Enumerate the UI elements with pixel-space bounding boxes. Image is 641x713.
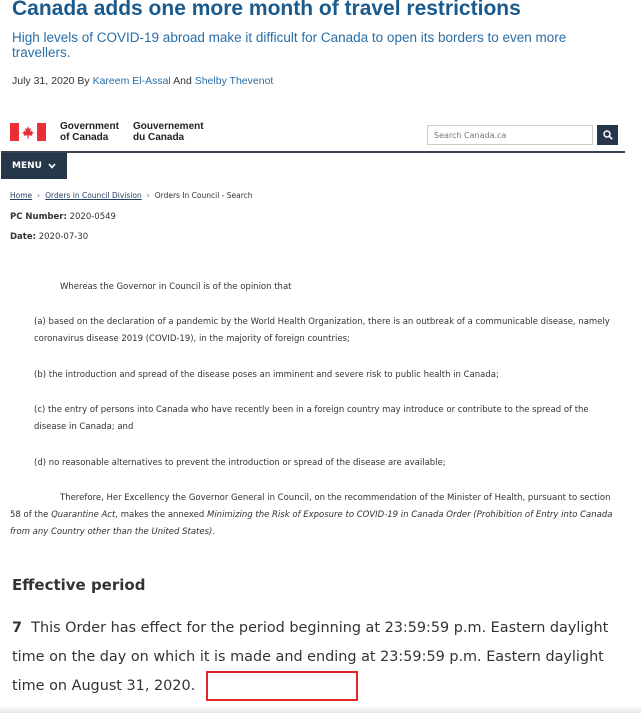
end-date: August 31, 2020 — [71, 678, 191, 694]
order-date — [10, 232, 615, 242]
canada-flag-icon — [10, 123, 46, 141]
therefore-paragraph — [10, 490, 615, 541]
menu-bar-divider — [1, 151, 625, 153]
clause-b: (b) the introduction and spread of the disease poses an imminent and severe risk to public health in Canada; — [34, 370, 499, 380]
breadcrumb — [10, 191, 615, 200]
therefore-text-2: , makes the annexed — [115, 510, 207, 520]
section-number: 7 — [12, 620, 23, 636]
quarantine-act-title: Quarantine Act — [51, 510, 116, 520]
search-canada-input[interactable] — [427, 125, 593, 145]
pc-number-value: 2020-0549 — [66, 212, 116, 222]
gov-fr-line2: du Canada — [133, 132, 185, 143]
breadcrumb-separator-icon: › — [146, 191, 150, 200]
article-title: Canada adds one more month of travel restrictions — [12, 0, 521, 20]
bottom-shadow — [0, 705, 641, 713]
end-date-highlight-box — [206, 671, 358, 701]
breadcrumb-separator-icon: › — [37, 191, 41, 200]
pc-number — [10, 212, 615, 222]
effective-period-heading: Effective period — [12, 576, 146, 594]
clause-d: (d) no reasonable alternatives to prevent the introduction or spread of the disease are available; — [34, 458, 446, 468]
order-date-value: 2020-07-30 — [36, 232, 89, 242]
government-header — [0, 113, 641, 181]
byline-date: July 31, 2020 By — [12, 75, 93, 87]
byline-and: And — [170, 75, 195, 87]
byline — [12, 75, 273, 87]
gov-en-line2: of Canada — [60, 132, 109, 143]
gov-fr-line1: Gouvernement — [133, 121, 204, 132]
search-icon — [603, 130, 613, 140]
menu-button[interactable] — [1, 153, 67, 179]
clause-a: (a) based on the declaration of a pandemic by the World Health Organization, there is an outbreak of a communicable disease, namely coronavirus disease 2019 (COVID-19), in the majority of foreign countries; — [34, 317, 610, 344]
effective-text-1: This Order has effect for the period beginning at 23:59:59 p.m. Eastern daylight time on the day on which it is made and ending at 23:59:59 p.m. Eastern daylight time on — [12, 620, 609, 694]
search-button[interactable] — [597, 125, 618, 145]
order-title: Minimizing the Risk of Exposure to COVID-19 in Canada Order (Prohibition of Entry into Canada from any Country other than the United States) — [10, 510, 613, 537]
menu-button-label: MENU — [12, 161, 42, 171]
therefore-text-3: . — [212, 527, 216, 537]
author-link-kareem[interactable]: Kareem El-Assal — [92, 75, 171, 87]
breadcrumb-current: Orders In Council - Search — [154, 191, 253, 200]
breadcrumb-division[interactable]: Orders in Council Division — [45, 191, 142, 200]
pc-number-label: PC Number: — [10, 212, 67, 222]
clause-c: (c) the entry of persons into Canada who have recently been in a foreign country may introduce or contribute to the spread of the disease in Canada; and — [34, 405, 589, 432]
breadcrumb-home[interactable]: Home — [10, 191, 33, 200]
gov-en-line1: Government — [60, 121, 119, 132]
chevron-down-icon — [48, 163, 56, 169]
government-of-canada-wordmark[interactable] — [60, 121, 119, 143]
author-link-shelby[interactable]: Shelby Thevenot — [194, 75, 274, 87]
therefore-text-1: Therefore, Her Excellency the Governor General in Council, on the recommendation of the Minister of Health, pursuant to section 58 of the — [10, 493, 611, 520]
order-date-label: Date: — [10, 232, 37, 242]
effective-text-2: . — [190, 678, 196, 694]
whereas-paragraph: Whereas the Governor in Council is of the opinion that — [60, 282, 292, 292]
order-document — [10, 191, 615, 537]
article-subtitle: High levels of COVID-19 abroad make it difficult for Canada to open its borders to even more travellers. — [12, 30, 567, 60]
gouvernement-du-canada-wordmark[interactable] — [133, 121, 204, 143]
